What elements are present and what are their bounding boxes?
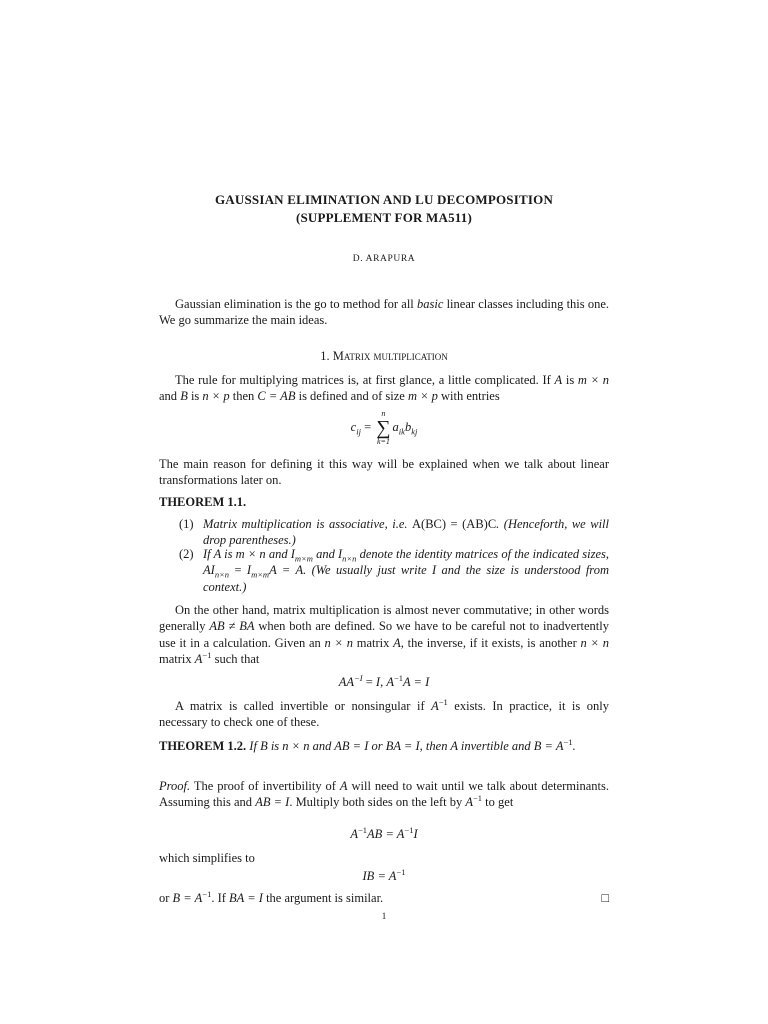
math: A <box>450 739 458 753</box>
text: is <box>562 373 578 387</box>
intro-text: Gaussian elimination is the go to method for all <box>175 297 417 311</box>
text: The rule for multiplying matrices is, at first glance, a little complicated. If <box>175 373 555 387</box>
math-sup: −1 <box>202 888 212 899</box>
math-sub: n×n <box>342 553 357 564</box>
text: On the other hand, matrix multiplication is almost never commutative; in other words generally <box>159 603 609 634</box>
title-line-2: (SUPPLEMENT FOR MA511) <box>295 210 473 225</box>
sigma: ∑ <box>376 417 391 439</box>
math: c <box>350 419 357 434</box>
math: A <box>554 373 563 387</box>
math: = <box>229 563 247 578</box>
paragraph-commutative <box>159 602 609 667</box>
section-heading <box>159 348 609 364</box>
list-item <box>179 546 610 595</box>
proof-label: Proof. <box>159 779 191 793</box>
paragraph-reason: The main reason for defining it this way will be explained when we talk about linear transformations later on. <box>159 457 609 488</box>
theorem-label: THEOREM 1.2. <box>159 739 247 753</box>
math-sub: ij <box>356 426 361 437</box>
text: matrix <box>353 635 394 650</box>
math: I <box>375 675 381 689</box>
text: then <box>229 389 258 404</box>
math: A = A <box>269 563 304 578</box>
math: BA = I <box>385 739 420 753</box>
text: . <box>572 739 576 753</box>
title-line-1: GAUSSIAN ELIMINATION AND LU DECOMPOSITION <box>214 192 554 207</box>
paper-title <box>159 191 609 227</box>
math: = <box>362 675 376 689</box>
text: with entries <box>437 389 500 404</box>
text: . (Henceforth, we will drop parentheses.) <box>203 517 609 548</box>
math-sup: −1 <box>396 866 406 877</box>
text: A matrix is called invertible or nonsingular if <box>175 699 432 713</box>
math: m × n <box>235 547 266 561</box>
text: and <box>159 389 181 404</box>
qed-box-icon: □ <box>601 891 609 905</box>
text: . (We usually just write <box>303 563 432 578</box>
math: AA <box>338 675 354 689</box>
math-sub: n×n <box>214 569 230 580</box>
final-line <box>159 890 609 906</box>
math: A <box>465 795 473 810</box>
math-sub: m×m <box>294 553 313 564</box>
text: and <box>265 547 291 561</box>
text: Matrix multiplication is associative, i.e. <box>203 517 413 531</box>
math-sup: −1 <box>473 793 483 804</box>
math-sup: −1 <box>393 672 403 683</box>
paragraph-matrix-rule <box>159 372 609 405</box>
math: AB = I <box>255 795 290 810</box>
text: or <box>159 891 173 905</box>
text: the argument is similar. <box>262 891 384 905</box>
text: denote the identity matrices of the indicated sizes, <box>356 547 610 561</box>
math: A <box>339 779 348 793</box>
math: m × p <box>407 389 438 404</box>
text: to get <box>482 795 514 810</box>
section-number: 1. <box>320 349 333 363</box>
text: is <box>267 739 283 753</box>
math-sup: −1 <box>404 824 414 835</box>
item-number: (2) <box>179 547 194 561</box>
math: a <box>392 419 399 434</box>
text: and <box>312 547 338 561</box>
text: is <box>187 389 203 404</box>
math: B <box>180 389 188 404</box>
math: n × n <box>580 635 609 650</box>
intro-emph: basic <box>416 297 444 311</box>
theorem-1-1-label: THEOREM 1.1. <box>159 495 247 509</box>
intro-text: linear classes including this one. We go summarize the main ideas. <box>159 297 610 328</box>
math-sup: −1 <box>358 824 368 835</box>
math: B = A <box>533 739 564 753</box>
item-number: (1) <box>179 517 194 531</box>
math: I <box>246 563 252 578</box>
theorem-1-2 <box>159 738 609 754</box>
math: , <box>380 675 387 689</box>
equation-4 <box>159 868 609 884</box>
math: A <box>431 699 439 713</box>
text: exists. In practice, it is only necessary to check one of these. <box>159 699 609 730</box>
math: n × p <box>202 389 230 404</box>
math: A <box>393 635 401 650</box>
text: will need to wait until we talk about determinants. Assuming this and <box>159 779 610 810</box>
text: If <box>246 739 261 753</box>
text: such that <box>211 651 260 666</box>
sum-upper: n <box>381 409 386 418</box>
theorem-1-1-item-1 <box>159 516 609 549</box>
simplifies-text: which simplifies to <box>159 851 255 865</box>
text: , the inverse, if it exists, is another <box>400 635 581 650</box>
math: I <box>413 827 418 841</box>
section-title: Matrix multiplication <box>332 349 448 363</box>
math: A <box>213 547 221 561</box>
paragraph-invertible <box>159 698 609 731</box>
math: A <box>386 675 394 689</box>
page-number: 1 <box>381 911 387 921</box>
math: m × n <box>577 373 609 387</box>
math: A <box>350 827 358 841</box>
math: AB = A <box>367 827 405 841</box>
text: If <box>203 547 214 561</box>
math: I <box>338 547 343 561</box>
math: n × n <box>282 739 310 753</box>
math: AB ≠ BA <box>209 619 255 634</box>
math-sup: −I <box>354 672 363 683</box>
summation <box>376 410 390 446</box>
text: , then <box>419 739 451 753</box>
theorem-1-1-item-2 <box>159 546 609 594</box>
text: and the size is understood from context.) <box>203 563 609 594</box>
math: b <box>404 419 412 434</box>
math-sub: kj <box>411 426 418 437</box>
math: BA = I <box>229 891 263 905</box>
sum-lower: k=1 <box>376 437 390 446</box>
text: is <box>221 547 236 561</box>
math: B <box>260 739 268 753</box>
math: I <box>432 563 437 578</box>
author: D. ARAPURA <box>352 254 416 264</box>
text: and <box>309 739 335 753</box>
list-item <box>179 516 609 549</box>
math: B = A <box>172 891 203 905</box>
text: when both are defined. So we have to be careful not to inadvertently use it in a calculation. Given an <box>159 619 609 650</box>
math: IB = A <box>362 869 397 883</box>
text: is defined and of size <box>295 389 408 404</box>
math-sub: ik <box>398 426 405 437</box>
sum-equation <box>159 410 609 446</box>
equation-3 <box>159 826 609 842</box>
math-sub: m×m <box>251 569 270 580</box>
text: matrix <box>159 651 195 666</box>
text: The proof of invertibility of <box>190 779 340 793</box>
math: A(BC) = (AB)C <box>412 517 497 531</box>
inverse-equation <box>159 674 609 690</box>
math: I <box>290 547 295 561</box>
math: AI <box>203 563 215 578</box>
math: A = I <box>403 675 430 689</box>
math: AB = I <box>334 739 369 753</box>
math: = <box>360 419 375 434</box>
math: n × n <box>324 635 353 650</box>
math: C = AB <box>257 389 296 404</box>
text: . Multiply both sides on the left by <box>289 795 466 810</box>
text: . If <box>211 891 230 905</box>
math-sup: −1 <box>563 736 573 747</box>
intro-paragraph <box>159 296 609 329</box>
math-sup: −1 <box>438 696 448 707</box>
text: invertible and <box>457 739 534 753</box>
math-sup: −1 <box>202 649 212 660</box>
math: A <box>194 651 203 666</box>
text: or <box>368 739 386 753</box>
proof-paragraph <box>159 778 609 811</box>
